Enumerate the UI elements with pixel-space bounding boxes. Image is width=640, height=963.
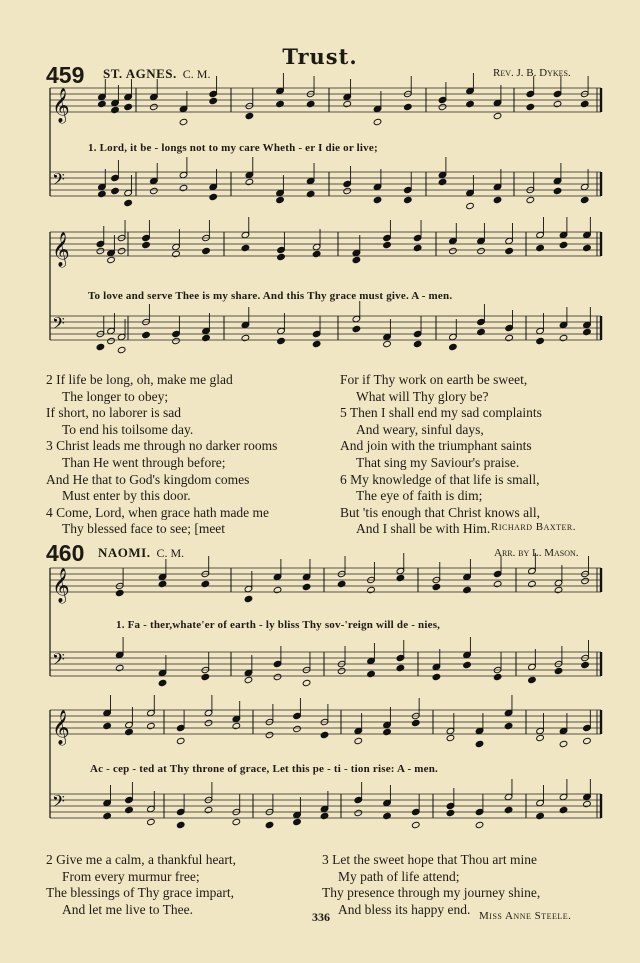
verse-line: From every murmur free; [62, 868, 200, 884]
verses-right [340, 372, 542, 538]
verse-line: That sing my Saviour's praise. [356, 454, 520, 470]
verse-line: But 'tis enough that Christ knows all, [340, 504, 541, 520]
tune-heading [98, 544, 184, 562]
lyric-line: 1. Fa - ther,whate'er of earth - ly bliss Thy sov-'reign will de - nies, [116, 619, 441, 631]
verse-line: 6 My knowledge of that life is small, [340, 471, 540, 487]
verse-line: Than He went through before; [62, 454, 226, 470]
verse-line: What will Thy glory be? [356, 388, 489, 404]
treble-clef-icon: 𝄞 [52, 88, 70, 123]
composer: Rev. J. B. Dykes. [493, 67, 571, 79]
verse-line: And bless its happy end. [338, 901, 471, 917]
meter: C. M. [182, 67, 211, 81]
verse-line: My path of life attend; [338, 868, 460, 884]
verse-line: 2 If life be long, oh, make me glad [46, 372, 233, 387]
lyric-line: Ac - cep - ted at Thy throne of grace, Let this pe - ti - tion rise: A - men. [90, 763, 438, 775]
verse-line: And let me live to Thee. [62, 901, 193, 917]
verse-line: To end his toilsome day. [62, 421, 194, 437]
author: Miss Anne Steele. [479, 910, 572, 922]
lyric-line: 1. Lord, it be - longs not to my care Wheth - er I die or live; [88, 142, 378, 154]
verses-left [46, 372, 277, 538]
verse-line: Must enter by this door. [62, 488, 191, 504]
bass-clef-icon: 𝄢 [52, 791, 65, 815]
verse-line: And He that to God's kingdom comes [46, 471, 250, 487]
bass-clef-icon: 𝄢 [52, 649, 65, 673]
treble-clef-icon: 𝄞 [52, 568, 70, 603]
verse-line: The longer to obey; [62, 388, 169, 404]
tune-name: ST. AGNES. [103, 66, 177, 81]
page-number: 336 [312, 910, 330, 924]
verse-line: 3 Christ leads me through no darker rooms [46, 438, 278, 454]
verse-line: Thy presence through my journey shine, [322, 885, 541, 901]
verse-line: 4 Come, Lord, when grace hath made me [46, 504, 270, 520]
treble-clef-icon: 𝄞 [52, 232, 70, 267]
composer: Arr. by L. Mason. [494, 547, 579, 559]
bass-clef-icon: 𝄢 [52, 313, 65, 337]
author: Richard Baxter. [491, 521, 577, 533]
verse-line: 5 Then I shall end my sad complaints [340, 405, 542, 421]
verse-line: The blessings of Thy grace impart, [46, 885, 234, 901]
verse-line: If short, no laborer is sad [46, 405, 181, 421]
tune-name: NAOMI. [98, 545, 151, 560]
bass-clef-icon: 𝄢 [52, 169, 65, 193]
verse-line: And weary, sinful days, [356, 421, 484, 437]
treble-clef-icon: 𝄞 [52, 710, 70, 745]
verse-line: And I shall be with Him. [356, 521, 491, 537]
verse-line: Thy blessed face to see; [meet [62, 521, 226, 537]
verse-line: 2 Give me a calm, a thankful heart, [46, 852, 237, 867]
verse-line: For if Thy work on earth be sweet, [340, 372, 528, 387]
page-title: Trust. [282, 44, 358, 69]
verses-right [322, 852, 540, 918]
lyric-line: To love and serve Thee is my share. And this Thy grace must give. A - men. [88, 290, 453, 302]
verses-left [46, 852, 236, 918]
meter: C. M. [156, 546, 185, 560]
hymn-number: 459 [46, 62, 85, 88]
hymn-number: 460 [46, 540, 85, 566]
tune-heading [103, 65, 210, 83]
verse-line: The eye of faith is dim; [356, 488, 483, 504]
verse-line: 3 Let the sweet hope that Thou art mine [322, 852, 537, 867]
verse-line: And join with the triumphant saints [340, 438, 532, 454]
